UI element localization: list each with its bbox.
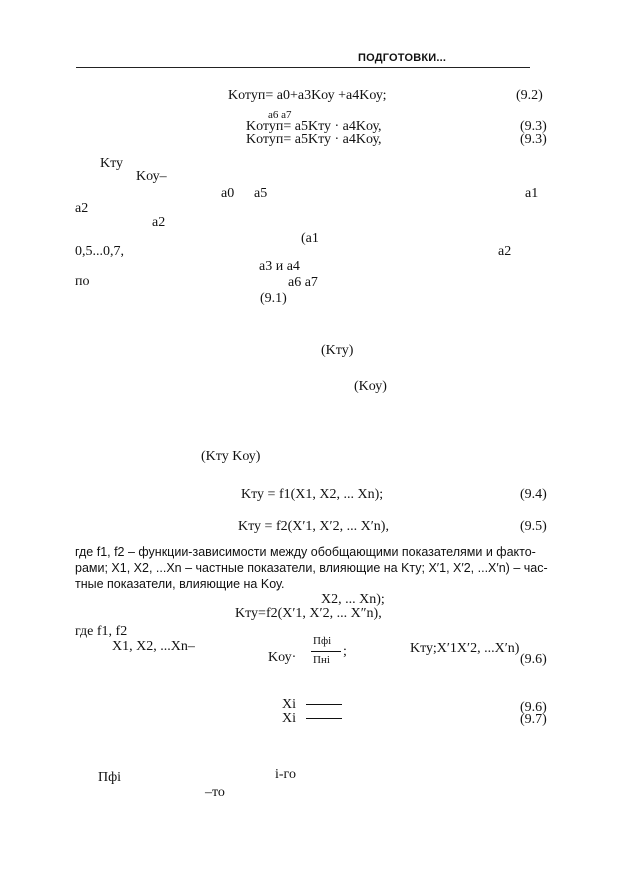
paragraph-line-3: тные показатели, влияющие на Kоу.: [75, 577, 285, 591]
overlay-i-th: i-го: [275, 767, 296, 782]
equation-9-5: Kту = f2(X′1, X′2, ... X′n),: [238, 519, 389, 534]
fragment-a1: a1: [525, 186, 539, 201]
fraction-bar: [311, 651, 341, 652]
header-rule: [76, 67, 530, 68]
overlay-gde-f1-f2: где f1, f2: [75, 624, 128, 639]
overlay-x-list: X1, X2, ...Xn–: [112, 639, 195, 654]
overlay-x2-xn: X2, ... Xn);: [321, 592, 385, 607]
fragment-paren-kty-kou: (Kту Kоу): [201, 449, 261, 464]
xi-fraction-bar-1: [306, 704, 342, 705]
fragment-paren-kty: (Kту): [321, 343, 354, 358]
equation-label-9-6-b: (9.6): [520, 700, 547, 715]
paragraph-line-2: рами; X1, X2, ...Xn – частные показатели, влияющие на Kту; X′1, X′2, ...X′n) – час-: [75, 561, 548, 575]
fragment-a2-right: a2: [498, 244, 512, 259]
fragment-a5: a5: [254, 186, 268, 201]
paragraph-line-1: где f1, f2 – функции-зависимости между обобщающими показателями и факто-: [75, 545, 536, 559]
equation-label-9-4: (9.4): [520, 487, 547, 502]
equation-9-4: Kту = f1(X1, X2, ... Xn);: [241, 487, 384, 502]
equation-label-9-7: (9.7): [520, 712, 547, 727]
overlay-kty-f2: Kту=f2(X′1, X′2, ... X″n),: [235, 606, 382, 621]
overlay-semicolon: ;: [343, 644, 347, 659]
fragment-paren-a1: (a1: [301, 231, 319, 246]
equation-9-2: Kотуп= a0+a3Kоу +a4Kоу;: [228, 88, 387, 103]
fragment-range: 0,5...0,7,: [75, 244, 124, 259]
equation-label-9-2: (9.2): [516, 88, 543, 103]
fragment-a6-a7: a6 a7: [288, 275, 318, 290]
equation-9-3-superscripts: a6 a7: [268, 109, 292, 121]
equation-9-3-line-b: Kотуп= a5Kту · a4Kоу,: [246, 132, 382, 147]
fragment-a3-a4: a3 и a4: [259, 259, 300, 274]
overlay-kou-fraction-left: Kоу·: [268, 650, 297, 665]
overlay-xi-2: Xi: [282, 711, 296, 726]
overlay-to: –то: [205, 785, 225, 800]
fragment-a2-mid: a2: [152, 215, 166, 230]
fragment-ref-9-1: (9.1): [260, 291, 287, 306]
equation-9-3-line-a: Kотуп= a5Kту · a4Kоу,: [246, 119, 382, 134]
running-title: ПОДГОТОВКИ...: [358, 52, 447, 64]
fraction-denominator: Пнi: [313, 654, 330, 666]
equation-label-9-5: (9.5): [520, 519, 547, 534]
overlay-kty-xlist: Kту;X′1X′2, ...X′n): [410, 641, 520, 656]
overlay-pi-label: Пфi: [98, 770, 122, 785]
fragment-po: по: [75, 274, 90, 289]
fragment-paren-kou: (Kоу): [354, 379, 387, 394]
overlay-xi-1: Xi: [282, 697, 296, 712]
fragment-a0: a0: [221, 186, 235, 201]
fragment-kou-dash: Kоу–: [136, 169, 167, 184]
equation-label-9-3-b: (9.3): [520, 132, 547, 147]
fraction-numerator: Пфi: [313, 635, 332, 647]
xi-fraction-bar-2: [306, 718, 342, 719]
fragment-kty: Kту: [100, 156, 124, 171]
equation-label-9-6-a: (9.6): [520, 652, 547, 667]
equation-label-9-3-a: (9.3): [520, 119, 547, 134]
fragment-a2-left: a2: [75, 201, 89, 216]
